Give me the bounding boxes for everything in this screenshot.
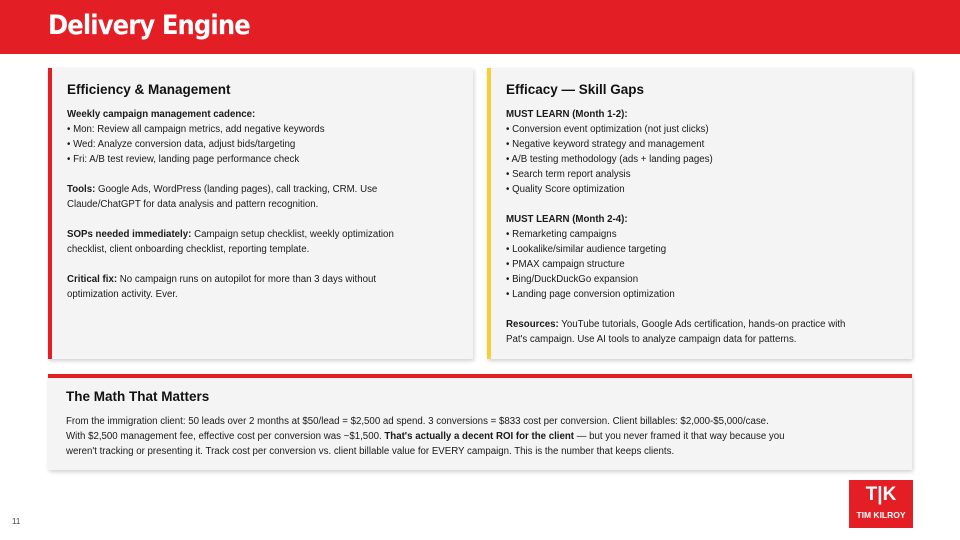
tools-text: Claude/ChatGPT for data analysis and pattern recognition. (67, 199, 319, 210)
sops-text: Campaign setup checklist, weekly optimization (191, 229, 394, 240)
critical-fix-label: Critical fix: (67, 274, 118, 285)
critical-fix-text: optimization activity. Ever. (67, 289, 178, 300)
skill-item: • A/B testing methodology (ads + landing pages) (506, 154, 713, 165)
cadence-item: • Wed: Analyze conversion data, adjust bids/targeting (67, 139, 296, 150)
math-card (48, 374, 912, 470)
efficacy-card (487, 68, 912, 359)
brand-logo (849, 480, 913, 528)
spacer (506, 197, 906, 212)
skill-item: • Quality Score optimization (506, 184, 625, 195)
efficiency-card (48, 68, 473, 359)
efficacy-card-body (506, 107, 906, 347)
cadence-heading: Weekly campaign management cadence: (67, 109, 256, 120)
sops-paragraph (67, 227, 467, 242)
sops-label: SOPs needed immediately: (67, 229, 192, 240)
tools-paragraph (67, 182, 467, 197)
skill-item: • Search term report analysis (506, 169, 631, 180)
resources-label: Resources: (506, 319, 559, 330)
skill-item: • Bing/DuckDuckGo expansion (506, 274, 639, 285)
resources-text: YouTube tutorials, Google Ads certification, hands-on practice with (558, 319, 846, 330)
critical-fix-text: No campaign runs on autopilot for more than 3 days without (117, 274, 377, 285)
cadence-item: • Mon: Review all campaign metrics, add negative keywords (67, 124, 325, 135)
efficiency-card-title: Efficiency & Management (67, 82, 231, 97)
skill-item: • PMAX campaign structure (506, 259, 625, 270)
math-text: — but you never framed it that way because you (574, 431, 785, 442)
efficacy-card-title: Efficacy — Skill Gaps (506, 82, 645, 97)
math-card-title: The Math That Matters (66, 389, 210, 404)
resources-text: Pat's campaign. Use AI tools to analyze campaign data for patterns. (506, 334, 797, 345)
math-text: From the immigration client: 50 leads over 2 months at $50/lead = $2,500 ad spend. 3 conversions = $833 cost per conversion. Client billables: $2,000-$5,000/case. (66, 416, 769, 427)
skill-item: • Conversion event optimization (not just clicks) (506, 124, 709, 135)
tools-text: Google Ads, WordPress (landing pages), call tracking, CRM. Use (95, 184, 378, 195)
page-number: 11 (12, 517, 21, 526)
efficiency-card-body (67, 107, 467, 302)
spacer (67, 167, 467, 182)
skill-item: • Landing page conversion optimization (506, 289, 675, 300)
logo-wordmark: TIM KILROY (856, 510, 906, 520)
spacer (67, 257, 467, 272)
cadence-item: • Fri: A/B test review, landing page performance check (67, 154, 300, 165)
skill-item: • Remarketing campaigns (506, 229, 617, 240)
math-text: weren't tracking or presenting it. Track cost per conversion vs. client billable value for EVERY campaign. This is the number that keeps clients. (66, 446, 675, 457)
skill-item: • Negative keyword strategy and management (506, 139, 705, 150)
resources-paragraph (506, 317, 906, 332)
logo-monogram: T|K (865, 484, 897, 505)
math-text: With $2,500 management fee, effective cost per conversion was ~$1,500. (66, 431, 385, 442)
tools-label: Tools: (67, 184, 96, 195)
math-emphasis: That's actually a decent ROI for the client (384, 431, 574, 442)
spacer (67, 212, 467, 227)
month-2-4-heading: MUST LEARN (Month 2-4): (506, 214, 628, 225)
header-bar (0, 0, 960, 54)
month-1-2-heading: MUST LEARN (Month 1-2): (506, 109, 628, 120)
spacer (506, 302, 906, 317)
math-card-body (66, 414, 911, 459)
critical-fix-paragraph (67, 272, 467, 287)
sops-text: checklist, client onboarding checklist, reporting template. (67, 244, 310, 255)
page-title: Delivery Engine (48, 10, 250, 41)
math-text-line (66, 429, 911, 444)
skill-item: • Lookalike/similar audience targeting (506, 244, 667, 255)
